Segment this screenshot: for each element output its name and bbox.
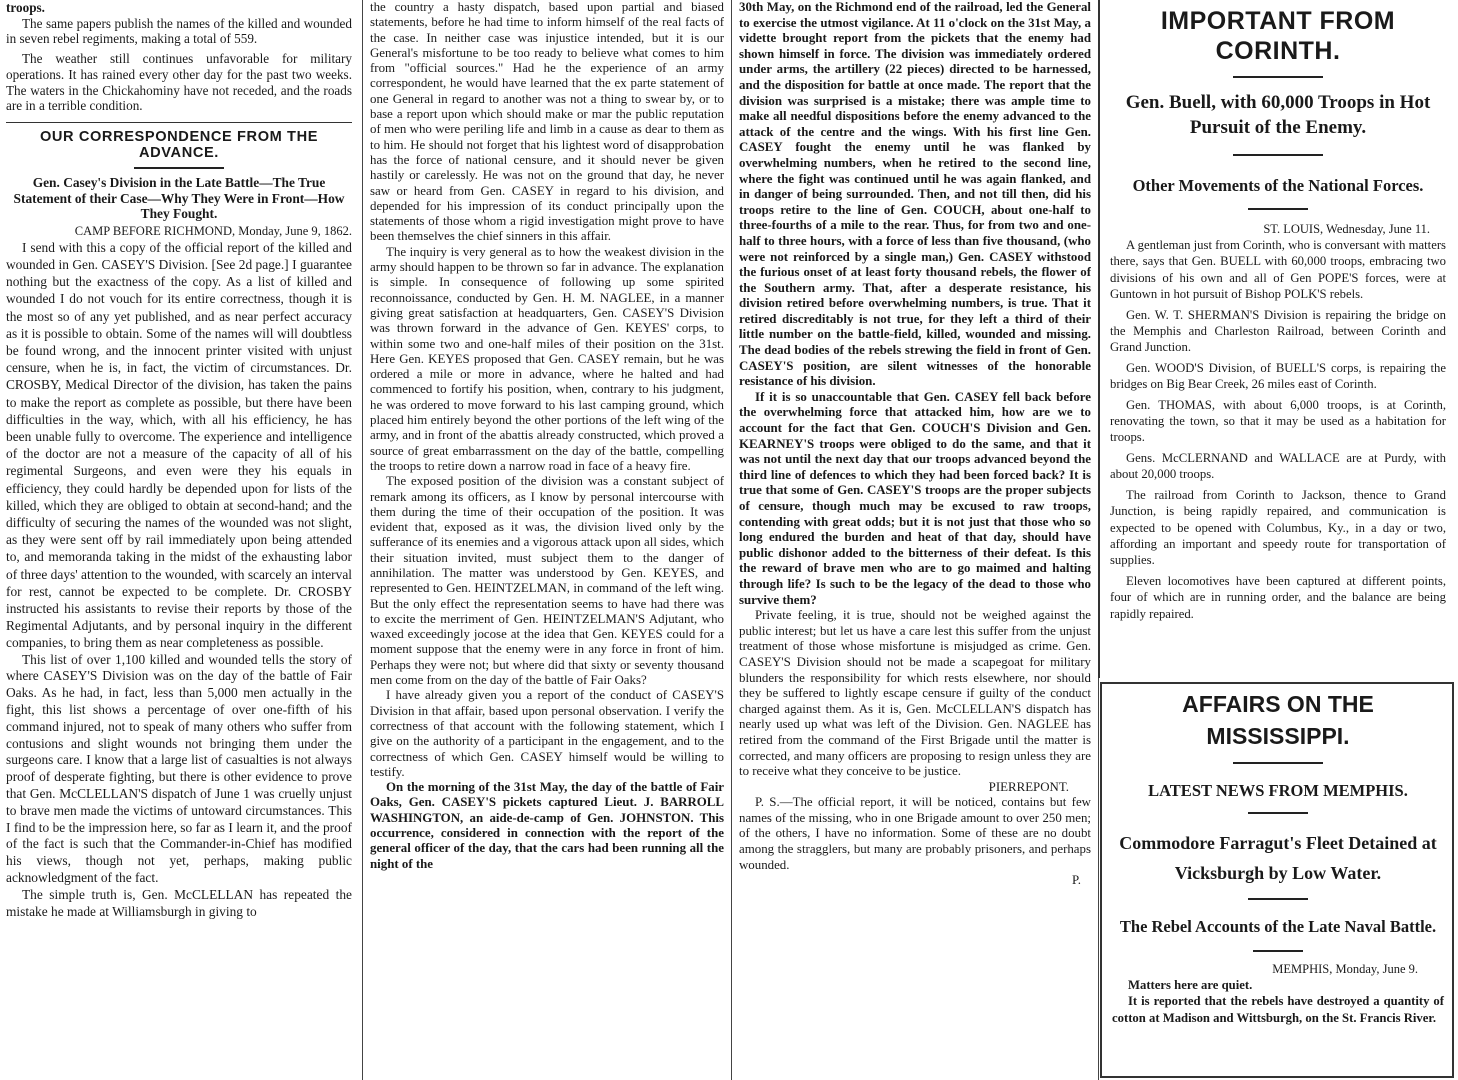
dateline: CAMP BEFORE RICHMOND, Monday, June 9, 1862. xyxy=(74,223,352,238)
paragraph: Gens. McCLERNAND and WALLACE are at Purdy, with about 20,000 troops. xyxy=(1110,450,1446,482)
paragraph: This list of over 1,100 killed and wounded tells the story of where CASEY'S Division was on the day of the battle of Fair Oaks. As he had, in fact, less than 5,000 men actually in the fight, this list shows a percentage of over one-fifth of his command injured, not to speak of many others who suffer from contusions and slight wounds not bringing them under the surgeons care. I know that a large list of casualties is not always proof of desperate fighting, but there is other evidence to prove that Gen. McCLELLAN'S dispatch of June 1 was cruelly unjust to brave men made the victims of untoward circumstances. This I find to be the impression here, so far as I learn it, and the proof of the fact is such that the Commander-in-Chief has modified his views, though not yet, perhaps, making public acknowledgment of the fact. xyxy=(6,651,352,885)
paragraph: I have already given you a report of the conduct of CASEY'S Division in that affair, based upon personal observation. I verify the correctness of that account with the following statement, which I give on the authority of a participant in the engagement, and to the correctness of which Gen. CASEY himself would be willing to testify. xyxy=(370,688,724,779)
paragraph: Private feeling, it is true, should not be weighed against the public interest; but let us have a care lest this suffer from the unjust treatment of those whose misfortune is misjudged as crime. Gen. CASEY'S Division should not be made a scapegoat for military blunders the responsibility for which rests elsewhere, nor should they be suffered to lightly escape censure if guilty of the conduct charged against them. As it is, Gen. McCLELLAN'S dispatch has nearly used up what was left of the Division. Gen. NAGLEE has retired from the command of the First Brigade until the matter is corrected, and many officers are proposing to resign unless they are to receive what they conceive to be justice. xyxy=(739,608,1091,779)
signature: P. xyxy=(1072,873,1081,888)
paragraph: I send with this a copy of the official report of the killed and wounded in Gen. CASEY'S Division. [See 2d page.] I guarantee nothing but the exactness of the copy. As a list of killed and wounded I do not vouch for its entire correctness, though it is the most so of any yet published, and as near perfect accuracy as it is possible to obtain. Some of the names will will doubtless be found wrong, and the innocent printer visited with unjust censure, when he is, in fact, the victim of circumstances. Dr. CROSBY, Medical Director of the division, has taken the pains to make the report as complete as possible, but there have been difficulties in the way, which, with all his efficiency, he has been unable fully to overcome. The experience and intelligence of the doctor are not a measure of the capacity of all of his regimental Surgeons, and even were they his equals in efficiency, they could hardly be depended upon for lists of the killed, which they are obliged to obtain at second-hand; and the difficulty of securing the names of the wounded was not slight, as they were sent off by rail immediately upon being attended to, and memoranda taking in the midst of the exhausting labor of three days' attention to the wounded, with scarcely an interval for rest, cannot be expected to be complete. Dr. CROSBY instructed his assistants to revise their reports by those of the Regimental Adjutants, and by personal inquiry in the different companies, to bring them as near completeness as possible. xyxy=(6,239,352,651)
section-heading: IMPORTANT FROM CORINTH. xyxy=(1160,7,1396,65)
dateline: MEMPHIS, Monday, June 9. xyxy=(1272,962,1418,976)
section-heading: OUR CORRESPONDENCE FROM THE ADVANCE. xyxy=(39,128,319,161)
paragraph: P. S.—The official report, it will be noticed, contains but few names of the missing, who in one Brigade amount to over 250 men; of the others, I have no information. Some of these are no doubt among the stragglers, but many are probably prisoners, and perhaps wounded. xyxy=(739,795,1091,872)
short-rule xyxy=(134,167,224,169)
paragraph: The railroad from Corinth to Jackson, thence to Grand Junction, is being rapidly repaired, and communication is expected to be opened with Columbus, Ky., in a day or two, affording an important and speedy route for transportation of supplies. xyxy=(1110,487,1446,568)
paragraph: Eleven locomotives have been captured at different points, four of which are in running order, and the balance are being rapidly repaired. xyxy=(1110,573,1446,621)
paragraph: The simple truth is, Gen. McCLELLAN has repeated the mistake he made at Williamsburgh in giving to xyxy=(6,886,352,919)
article-subheading: LATEST NEWS FROM MEMPHIS. xyxy=(1148,781,1408,800)
article-subheading: Other Movements of the National Forces. xyxy=(1132,176,1424,195)
paragraph: the country a hasty dispatch, based upon partial and biased statements, before he had time to inform himself of the real facts of the case. In neither case was injustice intended, but it is our General's misfortune to be too ready to believe what comes to him from "official sources." Had he the experience of an army correspondent, he would have learned that the ex parte statement of one General in regard to another was not a thing to swear by, or to base a report upon which should make or mar the public reputation of men who were periling life and limb in a cause as dear to them as to him. He should not forget that his lightest word of disapprobation has the force of national censure, and it should never be given hastily or carelessly. He was not on the ground that day, he never saw or heard from Gen. CASEY in regard to his division, and depended for his impression of its conduct principally upon the statements of those whom a rigid investigation might prove to have been themselves the chief sinners in this affair. xyxy=(370,0,724,244)
section-heading: AFFAIRS ON THE MISSISSIPPI. xyxy=(1182,691,1374,749)
short-rule xyxy=(1233,762,1323,764)
short-rule xyxy=(1233,76,1323,78)
article-subheading: Commodore Farragut's Fleet Detained at Vicksburgh by Low Water. xyxy=(1119,833,1437,883)
paragraph: 30th May, on the Richmond end of the railroad, led the General to exercise the utmost vigilance. At 11 o'clock on the 31st May, a vidette brought report from the pickets that the enemy had shown himself in force. The division was immediately ordered under arms, the artillery (22 pieces) directed to be harnessed, and the disposition for battle at once made. The report that the division was surprised is a mistake; there was ample time to make all needful dispositions before the enemy advanced to the attack of the centre and the wings. With his first line Gen. CASEY fought the enemy until he was flanked by overwhelming numbers, when he retired to the second line, where the fight was continued until he was again flanked, and in danger of being surrounded. Then, and not till then, did his troops retire to the line of Gen. COUCH, about one-half to three-fourths of a mile to the rear. Thus, for from two and one-half to three hours, with a force of less than five thousand, (who were not reinforced by a single man,) Gen. CASEY withstood the furious onset of at least forty thousand rebels, the flower of the Southern army. That, after a desperate resistance, his division retired before overwhelming numbers, is true. That it retired discreditably is not true, for they left a third of their little number on the battle-field, killed, wounded and missing. The dead bodies of the rebels strewing the field in front of Gen. CASEY'S position, are silent witnesses of the honorable resistance of his division. xyxy=(739,0,1091,389)
paragraph: Gen. THOMAS, with about 6,000 troops, is at Corinth, renovating the town, so that it may be used as a habitation for troops. xyxy=(1110,397,1446,445)
heading-divider xyxy=(6,122,352,123)
signature: PIERREPONT. xyxy=(988,779,1069,794)
paragraph: The weather still continues unfavorable for military operations. It has rained every other day for the past two weeks. The waters in the Chickahominy have not receded, and the roads are in a terrible condition. xyxy=(6,51,352,114)
paragraph: It is reported that the rebels have destroyed a quantity of cotton at Madison and Wittsburgh, on the St. Francis River. xyxy=(1112,994,1444,1025)
short-rule xyxy=(1248,898,1308,900)
short-rule xyxy=(1248,208,1308,210)
mississippi-article xyxy=(1100,682,1454,1078)
paragraph: Gen. WOOD'S Division, of BUELL'S corps, is repairing the bridges on Big Bear Creek, 26 miles east of Corinth. xyxy=(1110,360,1446,392)
paragraph: Matters here are quiet. xyxy=(1128,978,1253,992)
paragraph: The exposed position of the division was a constant subject of remark among its officers, as I know by personal intercourse with them during the time of their occupation of the position. It was evident that, exposed as it was, the division lived only by the sufferance of its enemies and a vigorous attack upon all sides, which their situation invited, must subject them to the danger of annihilation. The matter was understood by Gen. KEYES, and represented to Gen. HEINTZELMAN, in command of the left wing. But the only effect the representation seems to have had there was to excite the merriment of Gen. HEINTZELMAN'S Adjutant, who waxed exceedingly jocose at the idea that Gen. KEYES could for a moment suppose that the enemy were in any force in front of him. Perhaps they were not; but where did that sixty or seventy thousand men come from on the day of the battle of Fair Oaks? xyxy=(370,474,724,688)
article-subheading: Gen. Casey's Division in the Late Battle—The True Statement of their Case—Why They Were in Front—How They Fought. xyxy=(13,174,345,222)
column-rule xyxy=(731,0,732,1080)
paragraph: If it is so unaccountable that Gen. CASEY fell back before the overwhelming force that attacked him, how are we to account for the fact that Gen. COUCH'S Division and Gen. KEARNEY'S troops were obliged to do the same, and that it was not until the next day that our troops advanced beyond the third line of defences to which they had been forced back? It is true that some of Gen. CASEY'S troops are the proper subjects of censure, though much may be excused to raw troops, contending with great odds; but it is not just that those who so long endured the burden and heat of that day, should have public dishonor added to the bitterness of their defeat. Is this the reward of brave men who are to go maimed and halting through life? Is such to be the legacy of the dead to those who survive them? xyxy=(739,389,1091,607)
paragraph: A gentleman just from Corinth, who is conversant with matters there, says that Gen. BUELL with 60,000 troops, embracing two divisions of his own and all of Gen POPE'S forces, were at Guntown in hot pursuit of Bishop POLK'S rebels. xyxy=(1110,238,1446,302)
article-subheading: Gen. Buell, with 60,000 Troops in Hot Pursuit of the Enemy. xyxy=(1125,92,1431,138)
short-rule xyxy=(1233,154,1323,156)
column-1 xyxy=(6,0,352,1080)
short-rule xyxy=(1248,812,1308,814)
paragraph: The same papers publish the names of the killed and wounded in seven rebel regiments, making a total of 559. xyxy=(6,15,352,47)
column-3 xyxy=(739,0,1091,1080)
article-subheading: The Rebel Accounts of the Late Naval Battle. xyxy=(1119,917,1437,936)
paragraph: The inquiry is very general as to how the weakest division in the army should happen to be thrown so far in advance. The explanation is simple. In consequence of following up some spirited reconnoissance, conducted by Gen. H. M. NAGLEE, in a manner giving great satisfaction at headquarters, Gen. CASEY'S Division was thrown forward in the advance of Gen. KEYES' corps, to within some two and one-half miles of their position on the 31st. Here Gen. KEYES proposed that Gen. CASEY remain, but he was ordered a mile or more in advance, where he halted and had commenced to fortify his position, when, contrary to his judgment, he was ordered to move forward to his last camping ground, which placed him entirely beyond the other portions of the left wing of the army, and in front of the abattis already constructed, which proved a source of great embarrassment on the day of the battle, compelling the troops to retire down a narrow road in face of a heavy fire. xyxy=(370,244,724,473)
column-rule xyxy=(362,0,363,1080)
paragraph: troops. xyxy=(6,0,45,15)
paragraph: Gen. W. T. SHERMAN'S Division is repairing the bridge on the Memphis and Charleston Railroad, between Corinth and Grand Junction. xyxy=(1110,307,1446,355)
column-2 xyxy=(370,0,724,1080)
short-rule xyxy=(1253,950,1303,952)
paragraph: On the morning of the 31st May, the day of the battle of Fair Oaks, Gen. CASEY'S pickets captured Lieut. J. BARROLL WASHINGTON, an aide-de-camp of Gen. JOHNSTON. This occurrence, considered in connection with the report of the general officer of the day, that the cars had been running all the night of the xyxy=(370,780,724,871)
corinth-article xyxy=(1098,0,1454,678)
dateline: ST. LOUIS, Wednesday, June 11. xyxy=(1263,222,1430,236)
